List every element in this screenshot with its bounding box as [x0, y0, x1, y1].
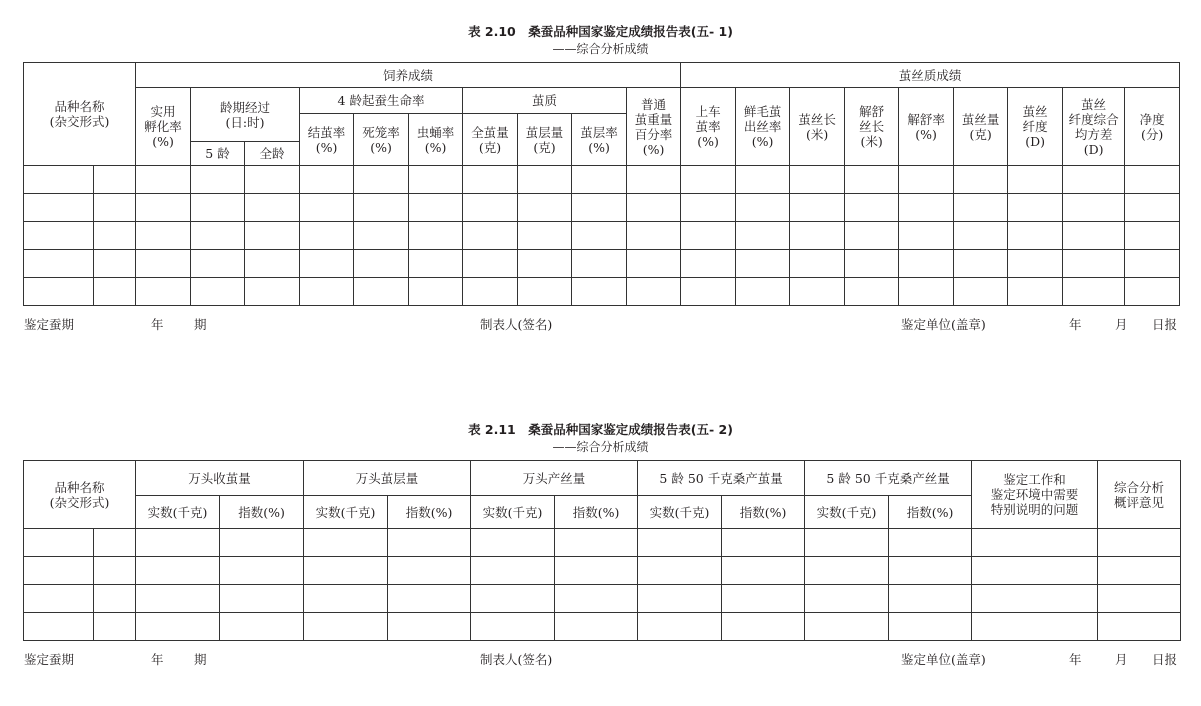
table-row	[24, 166, 1180, 194]
normal-cocoon-header: 普通 茧重量 百分率 (%)	[627, 88, 681, 166]
dead-cage-header: 死笼率 (%)	[354, 114, 409, 166]
variety-header: 品种名称 (杂交形式)	[24, 63, 136, 166]
term-label: 期	[194, 317, 207, 332]
actual-header: 实数(千克)	[805, 496, 889, 529]
raw-silk-header: 鲜毛茧 出丝率 (%)	[736, 88, 790, 166]
table1-subtitle: ——综合分析成绩	[552, 42, 649, 56]
nonbreak-length-header: 解舒 丝长 (米)	[845, 88, 899, 166]
size-deviation-header: 茧丝 纤度综合 均方差 (D)	[1063, 88, 1125, 166]
index-header: 指数(%)	[555, 496, 638, 529]
vitality-header: 4 龄起蚕生命率	[300, 88, 463, 114]
shell-weight-header: 茧层量 (克)	[518, 114, 572, 166]
year-label: 年	[151, 317, 164, 332]
reelable-header: 上车 茧率 (%)	[681, 88, 736, 166]
month-label: 月	[1115, 652, 1128, 667]
all-instar-header: 全龄	[245, 142, 300, 166]
filament-length-header: 茧丝长 (米)	[790, 88, 845, 166]
index-header: 指数(%)	[220, 496, 304, 529]
year2-label: 年	[1069, 652, 1082, 667]
mulberry-cocoon-header: 5 龄 50 千克桑产茧量	[638, 461, 805, 496]
feeding-group-header: 饲养成绩	[136, 63, 681, 88]
table2-subtitle: ——综合分析成绩	[552, 440, 649, 454]
filament-size-header: 茧丝 纤度 (D)	[1008, 88, 1063, 166]
report-table-2	[23, 460, 1181, 641]
table-row	[24, 194, 1180, 222]
shell-rate-header: 茧层率 (%)	[572, 114, 627, 166]
table-row	[24, 557, 1181, 585]
actual-header: 实数(千克)	[471, 496, 555, 529]
term-label: 期	[194, 652, 207, 667]
index-header: 指数(%)	[889, 496, 972, 529]
neatness-header: 净度 (分)	[1125, 88, 1180, 166]
table-row	[24, 529, 1181, 557]
table-row	[24, 250, 1180, 278]
table1-title: 表 2.10 桑蚕品种国家鉴定成绩报告表(五- 1)	[468, 24, 733, 39]
table-row	[24, 613, 1181, 641]
hatch-rate-header: 实用 孵化率 (%)	[136, 88, 191, 166]
quality-group-header: 茧丝质成绩	[681, 63, 1180, 88]
variety-header-2: 品种名称 (杂交形式)	[24, 461, 136, 529]
maker-label: 制表人(签名)	[480, 317, 553, 332]
actual-header: 实数(千克)	[304, 496, 388, 529]
month-label: 月	[1115, 317, 1128, 332]
day-label: 日报	[1152, 652, 1178, 667]
actual-header: 实数(千克)	[638, 496, 722, 529]
mulberry-silk-header: 5 龄 50 千克桑产丝量	[805, 461, 972, 496]
silk-yield-header: 万头产丝量	[471, 461, 638, 496]
unit-label: 鉴定单位(盖章)	[901, 317, 986, 332]
table-row	[24, 278, 1180, 306]
cocoon-quality-header: 茧质	[463, 88, 627, 114]
year-label: 年	[151, 652, 164, 667]
notes-header: 鉴定工作和 鉴定环境中需要 特别说明的问题	[972, 461, 1098, 529]
actual-header: 实数(千克)	[136, 496, 220, 529]
shell-yield-header: 万头茧层量	[304, 461, 471, 496]
unit-label: 鉴定单位(盖章)	[901, 652, 986, 667]
instar-duration-header: 龄期经过 (日:时)	[191, 88, 300, 142]
year2-label: 年	[1069, 317, 1082, 332]
pupa-rate-header: 虫蛹率 (%)	[409, 114, 463, 166]
index-header: 指数(%)	[722, 496, 805, 529]
reelability-header: 解舒率 (%)	[899, 88, 954, 166]
report-table-1	[23, 62, 1180, 306]
whole-cocoon-weight-header: 全茧量 (克)	[463, 114, 518, 166]
table-row	[24, 585, 1181, 613]
index-header: 指数(%)	[388, 496, 471, 529]
period-label: 鉴定蚕期	[24, 652, 75, 667]
maker-label: 制表人(签名)	[480, 652, 553, 667]
table2-footer	[24, 650, 1180, 668]
instar5-header: 5 龄	[191, 142, 245, 166]
cocoon-yield-header: 万头收茧量	[136, 461, 304, 496]
table2-title: 表 2.11 桑蚕品种国家鉴定成绩报告表(五- 2)	[468, 422, 733, 437]
opinion-header: 综合分析 概评意见	[1098, 461, 1181, 529]
cocoon-rate-header: 结茧率 (%)	[300, 114, 354, 166]
table-row	[24, 222, 1180, 250]
day-label: 日报	[1152, 317, 1178, 332]
period-label: 鉴定蚕期	[24, 317, 75, 332]
table1-footer	[24, 315, 1180, 333]
silk-amount-header: 茧丝量 (克)	[954, 88, 1008, 166]
